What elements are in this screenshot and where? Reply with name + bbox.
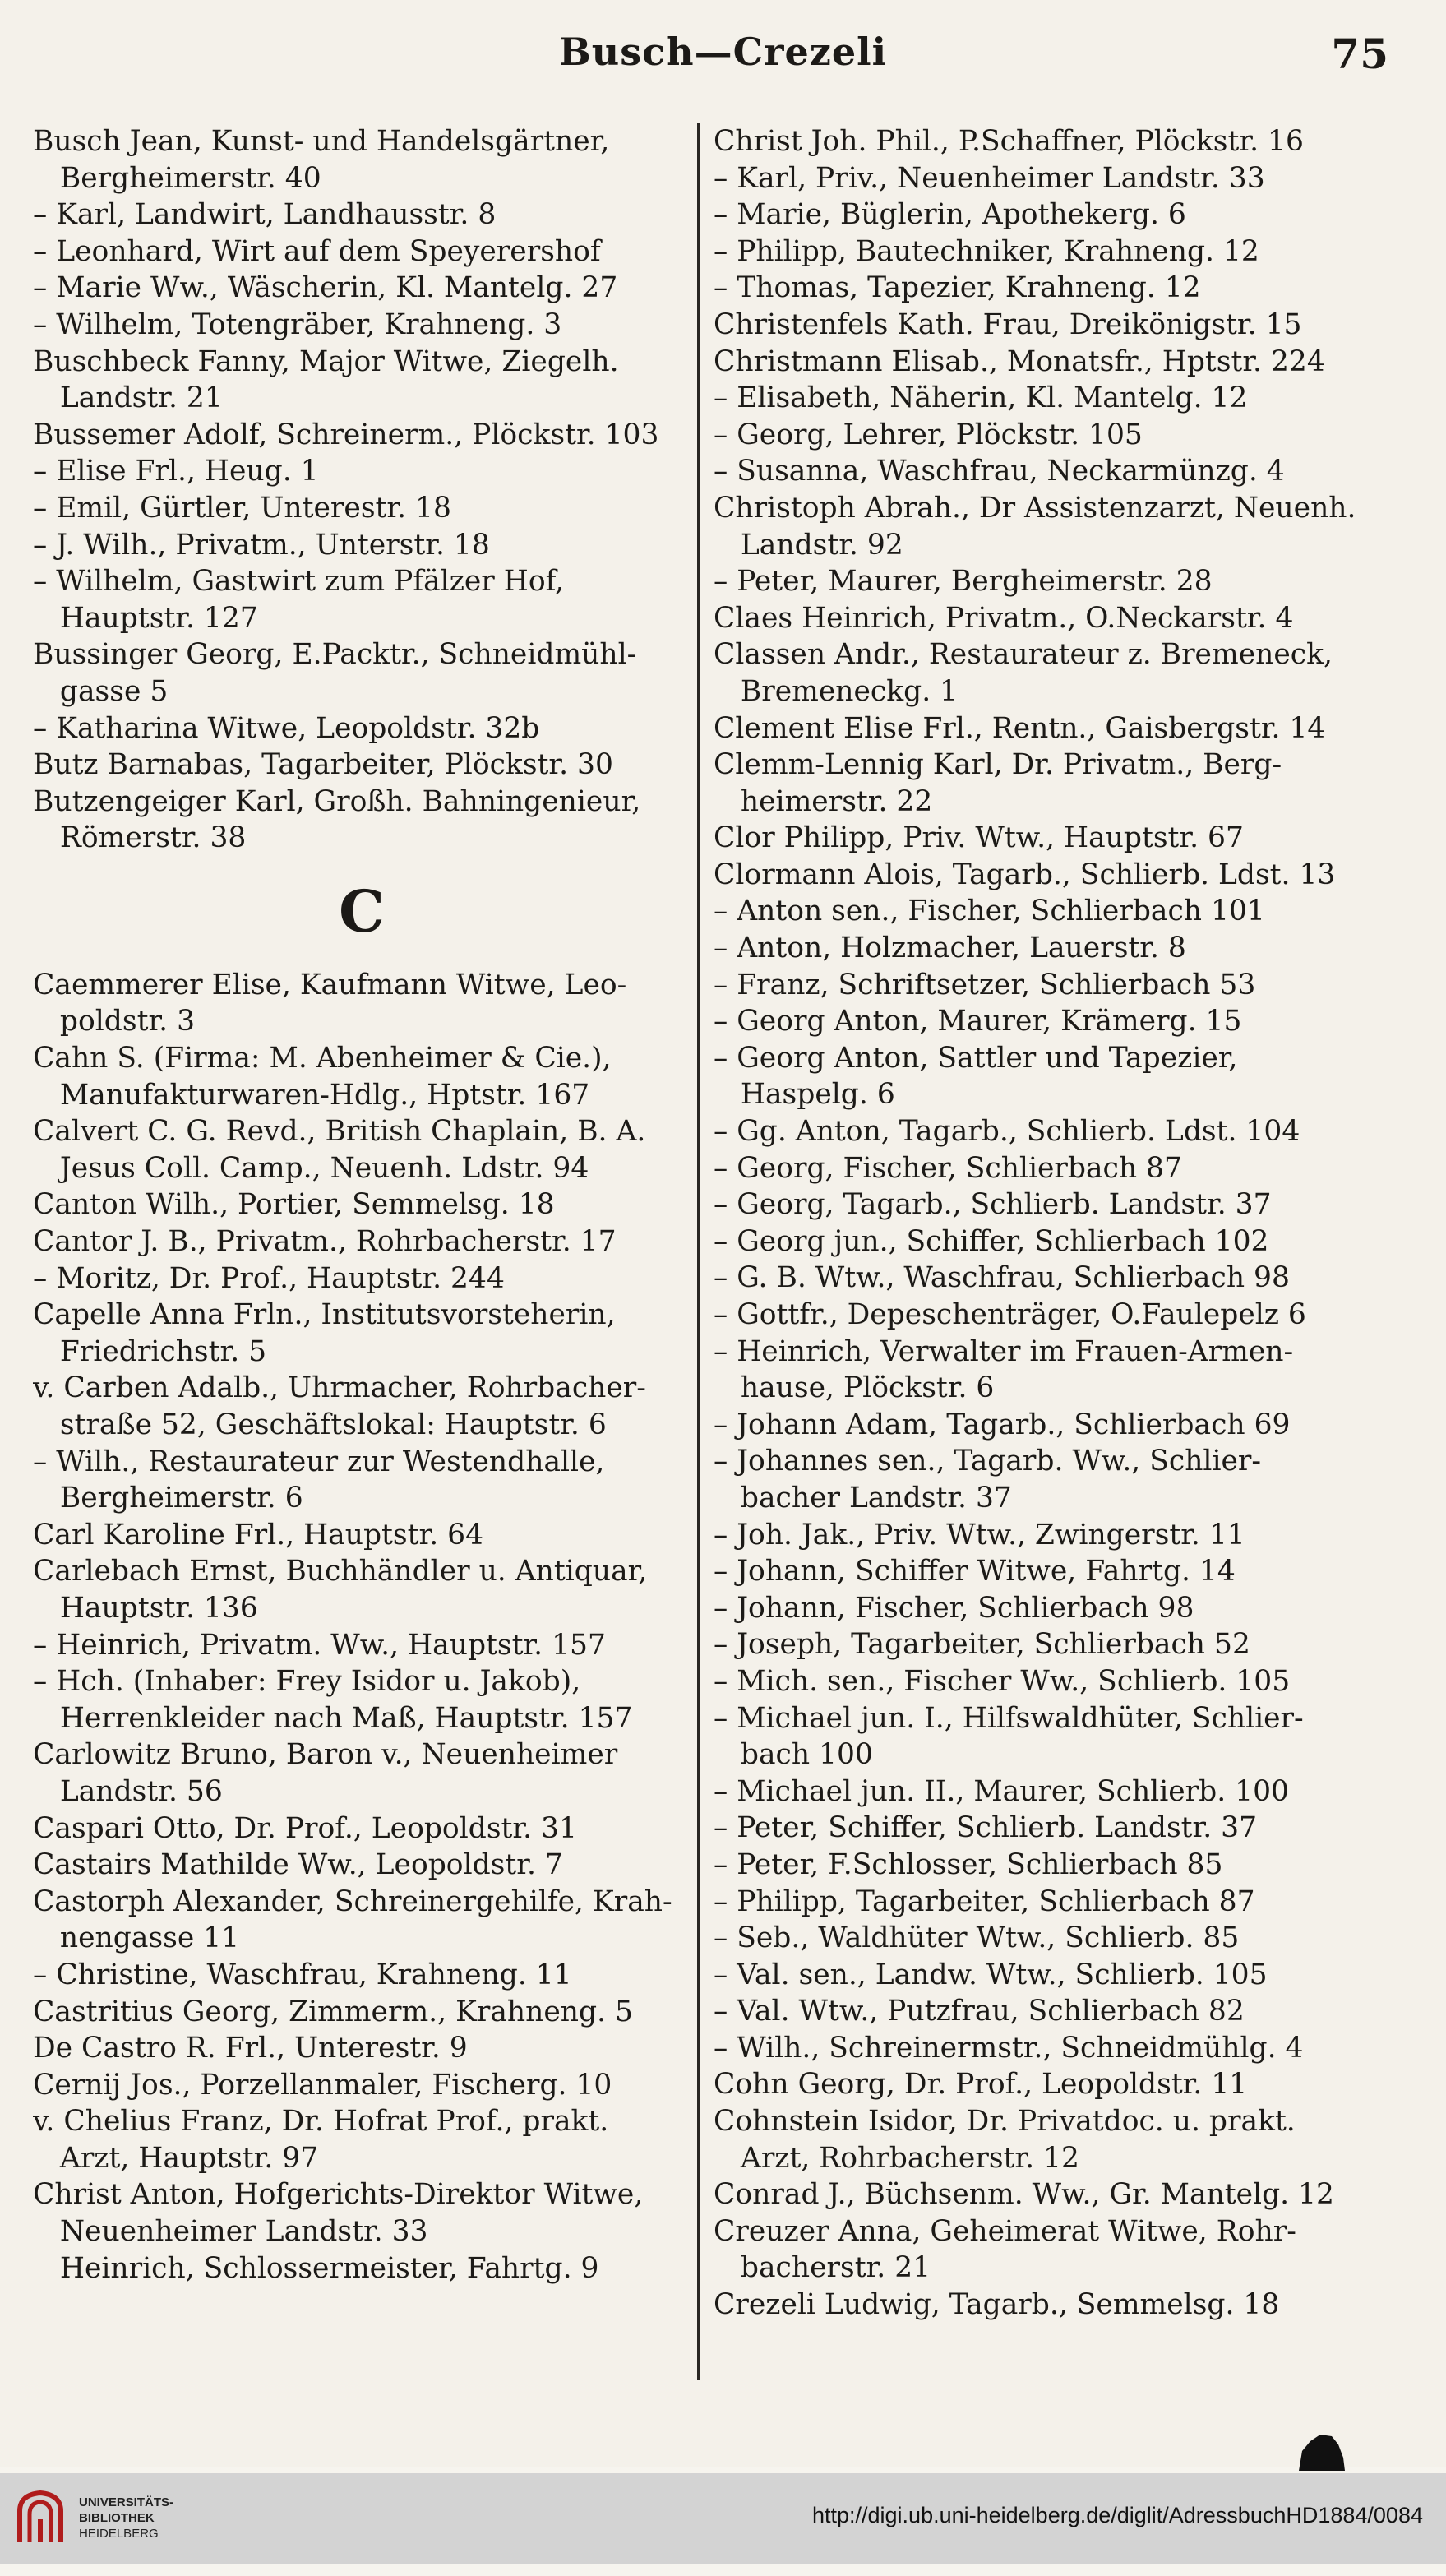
directory-entry: Clemm-Lennig Karl, Dr. Privatm., Berg- — [714, 748, 1282, 782]
running-head: Busch—Crezeli — [558, 30, 888, 74]
directory-entry: Bussinger Georg, E.Packtr., Schneidmühl- — [33, 638, 637, 672]
directory-entry: – Philipp, Tagarbeiter, Schlierbach 87 — [714, 1885, 1255, 1918]
directory-entry: poldstr. 3 — [33, 1005, 196, 1038]
left-column — [33, 123, 691, 2287]
directory-entry: v. Chelius Franz, Dr. Hofrat Prof., prakt. — [33, 2105, 609, 2139]
directory-entry: – Val. Wtw., Putzfrau, Schlierbach 82 — [714, 1995, 1245, 2028]
directory-entry: Castritius Georg, Zimmerm., Krahneng. 5 — [33, 1995, 633, 2028]
directory-entry: – Philipp, Bautechniker, Krahneng. 12 — [714, 234, 1259, 268]
directory-entry: – Val. sen., Landw. Wtw., Schlierb. 105 — [714, 1958, 1268, 1991]
directory-entry: – Heinrich, Verwalter im Frauen-Armen- — [714, 1334, 1294, 1368]
directory-entry: Manufakturwaren-Hdlg., Hptstr. 167 — [33, 1078, 590, 1112]
directory-entry: – Hch. (Inhaber: Frey Isidor u. Jakob), — [33, 1665, 581, 1699]
directory-entry: Landstr. 21 — [33, 382, 223, 415]
directory-entry: Landstr. 92 — [714, 528, 903, 562]
directory-entry: – Wilhelm, Totengräber, Krahneng. 3 — [33, 308, 562, 341]
directory-entry: Clement Elise Frl., Rentn., Gaisbergstr. 14 — [714, 711, 1326, 745]
directory-entry: – Anton sen., Fischer, Schlierbach 101 — [714, 895, 1265, 928]
directory-entry: – Johann, Schiffer Witwe, Fahrtg. 14 — [714, 1555, 1236, 1589]
directory-entry: Classen Andr., Restaurateur z. Bremeneck, — [714, 638, 1333, 672]
directory-entry: straße 52, Geschäftslokal: Hauptstr. 6 — [33, 1408, 607, 1441]
library-name-line: HEIDELBERG — [79, 2527, 159, 2541]
directory-entry: – Mich. sen., Fischer Ww., Schlierb. 105 — [714, 1664, 1291, 1698]
directory-entry: Caspari Otto, Dr. Prof., Leopoldstr. 31 — [33, 1811, 577, 1845]
directory-entry: Christenfels Kath. Frau, Dreikönigstr. 15 — [714, 308, 1302, 341]
directory-entry: Heinrich, Schlossermeister, Fahrtg. 9 — [33, 2251, 599, 2285]
directory-entry: – Elise Frl., Heug. 1 — [33, 455, 319, 488]
directory-entry: – Elisabeth, Näherin, Kl. Mantelg. 12 — [714, 382, 1248, 415]
directory-entry: – Georg, Lehrer, Plöckstr. 105 — [714, 418, 1143, 451]
directory-entry: Claes Heinrich, Privatm., O.Neckarstr. 4 — [714, 601, 1294, 635]
directory-entry: – Georg Anton, Maurer, Krämerg. 15 — [714, 1005, 1242, 1038]
directory-entry: – Georg jun., Schiffer, Schlierbach 102 — [714, 1224, 1269, 1258]
column-divider — [697, 123, 700, 2380]
directory-entry: – Susanna, Waschfrau, Neckarmünzg. 4 — [714, 455, 1285, 488]
directory-entry: Arzt, Rohrbacherstr. 12 — [714, 2141, 1079, 2175]
directory-entry: Castairs Mathilde Ww., Leopoldstr. 7 — [33, 1848, 563, 1882]
library-name-line: BIBLIOTHEK — [79, 2511, 155, 2525]
directory-entry: Castorph Alexander, Schreinergehilfe, Krah- — [33, 1885, 672, 1918]
directory-entry: – Seb., Waldhüter Wtw., Schlierb. 85 — [714, 1922, 1240, 1955]
directory-entry: – Karl, Priv., Neuenheimer Landstr. 33 — [714, 161, 1265, 195]
directory-entry: – Heinrich, Privatm. Ww., Hauptstr. 157 — [33, 1628, 606, 1662]
directory-entry: – Emil, Gürtler, Unterestr. 18 — [33, 491, 451, 525]
directory-entry: Hauptstr. 136 — [33, 1591, 258, 1625]
directory-entry: Haspelg. 6 — [714, 1078, 895, 1112]
directory-entry: – Georg Anton, Sattler und Tapezier, — [714, 1041, 1238, 1075]
directory-entry: – Johann, Fischer, Schlierbach 98 — [714, 1591, 1194, 1625]
directory-entry: Cantor J. B., Privatm., Rohrbacherstr. 17 — [33, 1225, 617, 1259]
directory-entry: – Peter, Schiffer, Schlierb. Landstr. 37 — [714, 1811, 1258, 1845]
directory-entry: Jesus Coll. Camp., Neuenh. Ldstr. 94 — [33, 1151, 589, 1185]
directory-entry: Canton Wilh., Portier, Semmelsg. 18 — [33, 1188, 555, 1222]
directory-entry: Carlebach Ernst, Buchhändler u. Antiquar, — [33, 1555, 648, 1589]
directory-entry: Butzengeiger Karl, Großh. Bahningenieur, — [33, 784, 641, 818]
directory-entry: Christmann Elisab., Monatsfr., Hptstr. 224 — [714, 345, 1325, 378]
directory-entry: Christ Joh. Phil., P.Schaffner, Plöckstr. 16 — [714, 125, 1304, 158]
directory-entry: – Peter, Maurer, Bergheimerstr. 28 — [714, 565, 1213, 599]
directory-entry: – Peter, F.Schlosser, Schlierbach 85 — [714, 1848, 1223, 1881]
directory-entry: – Wilhelm, Gastwirt zum Pfälzer Hof, — [33, 565, 565, 599]
directory-entry: – Wilh., Restaurateur zur Westendhalle, — [33, 1445, 605, 1478]
directory-entry: – Moritz, Dr. Prof., Hauptstr. 244 — [33, 1261, 505, 1295]
directory-entry: – Michael jun. II., Maurer, Schlierb. 100 — [714, 1774, 1290, 1808]
viewer-footer — [0, 2473, 1446, 2564]
page-header — [49, 25, 1397, 90]
university-library-logo-icon — [15, 2488, 66, 2547]
directory-entry: Calvert C. G. Revd., British Chaplain, B. A. — [33, 1115, 646, 1149]
directory-entry: – Marie Ww., Wäscherin, Kl. Mantelg. 27 — [33, 271, 618, 305]
directory-entry: Busch Jean, Kunst- und Handelsgärtner, — [33, 125, 610, 158]
directory-entry: – Michael jun. I., Hilfswaldhüter, Schlier- — [714, 1701, 1304, 1735]
directory-entry: Butz Barnabas, Tagarbeiter, Plöckstr. 30 — [33, 748, 613, 782]
directory-entry: gasse 5 — [33, 674, 169, 708]
directory-entry: – Johann Adam, Tagarb., Schlierbach 69 — [714, 1408, 1291, 1441]
directory-entry: – J. Wilh., Privatm., Unterstr. 18 — [33, 528, 490, 562]
directory-entry: Cohn Georg, Dr. Prof., Leopoldstr. 11 — [714, 2068, 1248, 2102]
directory-entry: – Georg, Fischer, Schlierbach 87 — [714, 1151, 1182, 1185]
directory-entry: – Franz, Schriftsetzer, Schlierbach 53 — [714, 968, 1256, 1001]
ink-blot-icon — [1296, 2430, 1348, 2472]
directory-entry: – Thomas, Tapezier, Krahneng. 12 — [714, 271, 1201, 305]
directory-entry: Caemmerer Elise, Kaufmann Witwe, Leo- — [33, 968, 627, 1001]
directory-entry: bacher Landstr. 37 — [714, 1481, 1012, 1515]
directory-entry: Clormann Alois, Tagarb., Schlierb. Ldst. 13 — [714, 858, 1336, 891]
directory-entry: Buschbeck Fanny, Major Witwe, Ziegelh. — [33, 345, 619, 378]
directory-entry: Creuzer Anna, Geheimerat Witwe, Rohr- — [714, 2214, 1296, 2248]
directory-entry: Bergheimerstr. 6 — [33, 1482, 303, 1515]
directory-entry: v. Carben Adalb., Uhrmacher, Rohrbacher- — [33, 1371, 646, 1405]
directory-entry: Conrad J., Büchsenm. Ww., Gr. Mantelg. 12 — [714, 2178, 1334, 2212]
directory-entry: nengasse 11 — [33, 1922, 240, 1955]
directory-entry: Bergheimerstr. 40 — [33, 161, 321, 195]
directory-entry: bacherstr. 21 — [714, 2251, 931, 2285]
directory-entry: Cahn S. (Firma: M. Abenheimer & Cie.), — [33, 1042, 612, 1075]
directory-entry: – Gottfr., Depeschenträger, O.Faulepelz 6 — [714, 1298, 1306, 1331]
directory-entry: – G. B. Wtw., Waschfrau, Schlierbach 98 — [714, 1261, 1290, 1295]
directory-entry: Arzt, Hauptstr. 97 — [33, 2141, 319, 2175]
directory-entry: Hauptstr. 127 — [33, 601, 258, 635]
directory-entry: – Johannes sen., Tagarb. Ww., Schlier- — [714, 1445, 1262, 1478]
directory-entry: Cohnstein Isidor, Dr. Privatdoc. u. prakt. — [714, 2105, 1296, 2139]
directory-entry: bach 100 — [714, 1738, 873, 1772]
library-name — [79, 2495, 173, 2541]
directory-entry: – Marie, Büglerin, Apothekerg. 6 — [714, 198, 1186, 232]
directory-entry: Crezeli Ludwig, Tagarb., Semmelsg. 18 — [714, 2288, 1280, 2322]
directory-entry: Cernij Jos., Porzellanmaler, Fischerg. 10 — [33, 2068, 612, 2102]
directory-entry: Herrenkleider nach Maß, Hauptstr. 157 — [33, 1701, 633, 1735]
right-column — [714, 123, 1396, 2324]
library-name-line: UNIVERSITÄTS- — [79, 2495, 174, 2509]
directory-entry: heimerstr. 22 — [714, 784, 933, 818]
directory-entry: Neuenheimer Landstr. 33 — [33, 2215, 428, 2249]
directory-entry: Christoph Abrah., Dr Assistenzarzt, Neuenh. — [714, 491, 1356, 525]
directory-entry: – Gg. Anton, Tagarb., Schlierb. Ldst. 104 — [714, 1115, 1300, 1149]
directory-entry: Bremeneckg. 1 — [714, 674, 959, 708]
directory-entry: Carl Karoline Frl., Hauptstr. 64 — [33, 1518, 484, 1552]
directory-entry: De Castro R. Frl., Unterestr. 9 — [33, 2032, 468, 2065]
directory-entry: hause, Plöckstr. 6 — [714, 1371, 995, 1405]
directory-entry: Landstr. 56 — [33, 1774, 223, 1808]
directory-entry: Carlowitz Bruno, Baron v., Neuenheimer — [33, 1738, 618, 1772]
directory-entry: – Wilh., Schreinermstr., Schneidmühlg. 4 — [714, 2031, 1304, 2065]
directory-entry: Clor Philipp, Priv. Wtw., Hauptstr. 67 — [714, 821, 1244, 855]
permalink-url[interactable]: http://digi.ub.uni-heidelberg.de/diglit/AdressbuchHD1884/0084 — [811, 2503, 1423, 2527]
directory-entry: – Karl, Landwirt, Landhausstr. 8 — [33, 198, 497, 232]
section-letter: C — [339, 876, 385, 946]
directory-entry: – Joh. Jak., Priv. Wtw., Zwingerstr. 11 — [714, 1518, 1245, 1552]
directory-entry: Bussemer Adolf, Schreinerm., Plöckstr. 103 — [33, 418, 659, 451]
directory-entry: – Joseph, Tagarbeiter, Schlierbach 52 — [714, 1628, 1250, 1662]
directory-entry: – Christine, Waschfrau, Krahneng. 11 — [33, 1958, 572, 1991]
directory-entry: – Katharina Witwe, Leopoldstr. 32b — [33, 711, 540, 745]
directory-entry: – Georg, Tagarb., Schlierb. Landstr. 37 — [714, 1188, 1272, 1222]
directory-entry: – Anton, Holzmacher, Lauerstr. 8 — [714, 932, 1186, 965]
page-number: 75 — [1331, 30, 1388, 78]
directory-entry: – Leonhard, Wirt auf dem Speyerershof — [33, 234, 601, 268]
directory-entry: Christ Anton, Hofgerichts-Direktor Witwe, — [33, 2178, 644, 2212]
directory-entry: Capelle Anna Frln., Institutsvorsteherin, — [33, 1298, 616, 1332]
directory-entry: Römerstr. 38 — [33, 821, 247, 855]
directory-entry: Friedrichstr. 5 — [33, 1334, 267, 1368]
